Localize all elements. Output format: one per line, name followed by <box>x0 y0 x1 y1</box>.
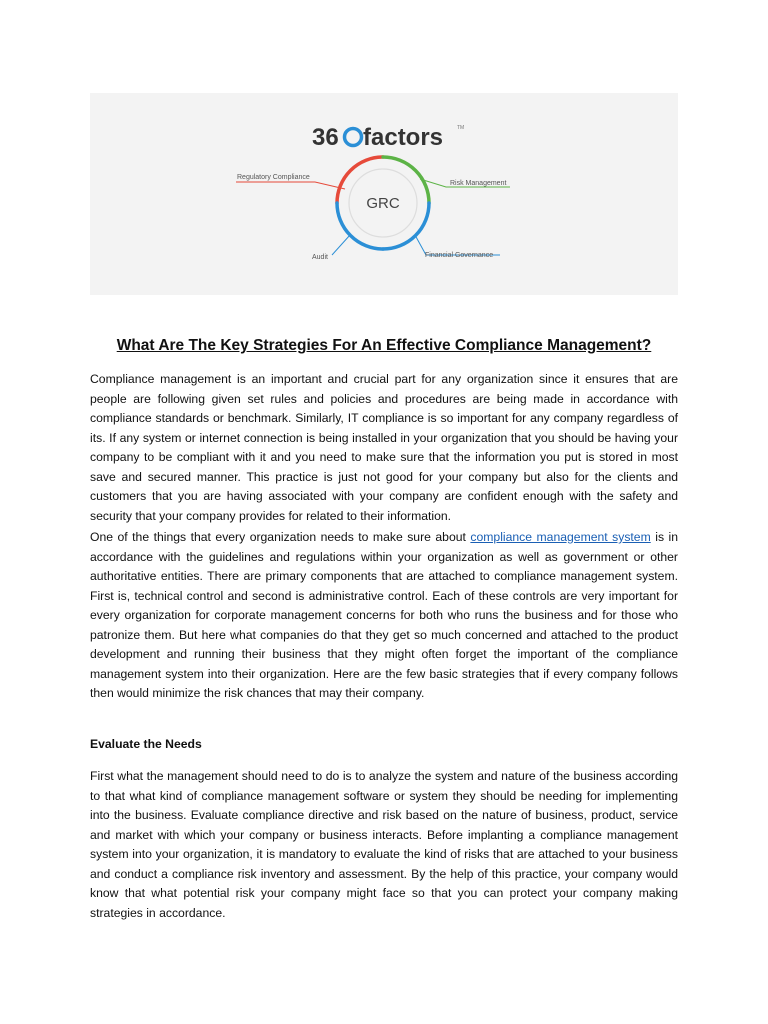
logo-tm: TM <box>457 125 465 131</box>
compliance-management-system-link[interactable]: compliance management system <box>470 530 651 544</box>
paragraph-components <box>90 528 678 704</box>
label-risk-management: Risk Management <box>450 180 507 187</box>
logo-text-post: factors <box>363 124 444 151</box>
logo-text-pre: 36 <box>312 124 339 151</box>
paragraph-components-end: is in accordance with the guidelines and regulations within your organization as well as government or other authoritative entities. There are primary components that are attached to compliance management system. First is, technical control and second is administrative control. Each of these controls are very important for every organization for corporate management concerns for both who runs the business and for those who patronize them. But here what companies do that they get so much concerned and attached to the product development and running their business that they might often forget the important of the compliance management system into their organization. Here are the few basic strategies that if every company follows then would minimize the risk chances that may their company. <box>90 530 679 700</box>
section-heading-evaluate-needs: Evaluate the Needs <box>90 737 202 751</box>
connectors <box>236 179 510 255</box>
grc-diagram <box>90 93 678 295</box>
paragraph-evaluate: First what the management should need to do is to analyze the system and nature of the business according to that what kind of compliance management software or system they should be needing for implementing into the business. Evaluate compliance directive and risk based on the nature of business, product, service and market with which your company or business interacts. Before implanting a compliance management system into your organization, it is mandatory to evaluate the kind of risks that are attached to your business and conduct a compliance risk inventory and assessment. By the help of this practice, your company would know that what potential risk your company might face so that you can protect your company making strategies in accordance. <box>90 769 678 920</box>
paragraph-intro: Compliance management is an important and crucial part for any organization since it ensures that are people are following given set rules and policies and procedures are being made in accordance with compliance standards or benchmark. Similarly, IT compliance is so important for any company regardless of its. If any system or internet connection is being installed in your organization that you should be having your company to be compliant with it and you need to make sure that the information you put is stored in most save and secured manner. This practice is just not good for your company but also for the clients and customers that you are having associated with your company are confident enough with the safety and security that your company provides for related to their information. <box>90 372 678 523</box>
article-title: What Are The Key Strategies For An Effective Compliance Management? <box>116 337 652 354</box>
grc-banner-image <box>90 93 678 295</box>
grc-center-label: GRC <box>366 195 400 212</box>
label-regulatory-compliance: Regulatory Compliance <box>237 174 310 181</box>
audit-connector <box>332 235 350 255</box>
label-audit: Audit <box>312 254 328 261</box>
paragraph-components-start: One of the things that every organization needs to make sure about <box>90 530 471 544</box>
logo-o-icon <box>345 129 362 146</box>
label-financial-governance: Financial Governance <box>425 252 494 259</box>
regulatory-connector <box>236 182 345 189</box>
logo <box>312 124 464 151</box>
